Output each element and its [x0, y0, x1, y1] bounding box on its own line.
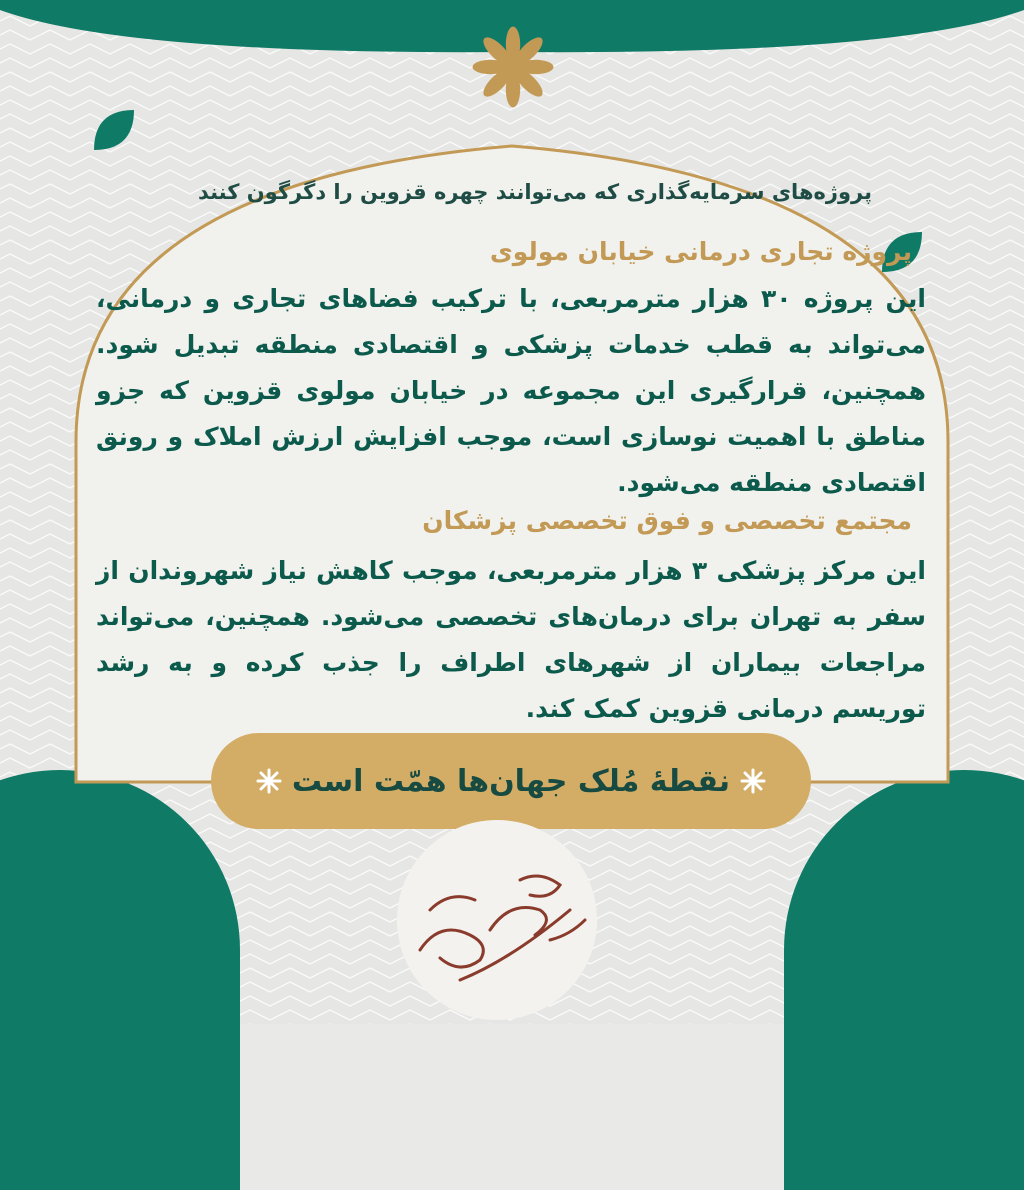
section2-body: این مرکز پزشکی ۳ هزار مترمربعی، موجب کاهش نیاز شهروندان از سفر به تهران برای درمان‌های تخصصی می‌شود. همچنین، می‌تواند مراجعات بیماران از شهرهای اطراف را جذب کرده و به رشد توریسم درمانی قزوین کمک کند.	[96, 556, 926, 723]
signature-logo	[400, 840, 600, 1000]
section1-heading: پروژه تجاری درمانی خیابان مولوی	[489, 237, 912, 266]
slogan-text: نقطهٔ مُلک جهان‌ها همّت است	[291, 763, 731, 799]
section2-heading: مجتمع تخصصی و فوق تخصصی پزشکان	[422, 506, 912, 535]
flower-star-icon	[468, 22, 558, 112]
sparkle-icon	[740, 768, 766, 794]
section1-body: این پروژه ۳۰ هزار مترمربعی، با ترکیب فضاهای تجاری و درمانی، می‌تواند به قطب خدمات پزشکی و اقتصادی منطقه تبدیل شود. همچنین، قرارگیری این مجموعه در خیابان مولوی قزوین که جزو مناطق با اهمیت نوسازی است، موجب افزایش ارزش املاک و رونق اقتصادی منطقه می‌شود.	[96, 284, 926, 497]
slogan-pill	[211, 733, 811, 829]
subtitle: پروژه‌های سرمایه‌گذاری که می‌توانند چهره قزوین را دگرگون کنند	[197, 180, 872, 204]
leaf-icon	[92, 108, 136, 152]
sparkle-icon	[256, 768, 282, 794]
